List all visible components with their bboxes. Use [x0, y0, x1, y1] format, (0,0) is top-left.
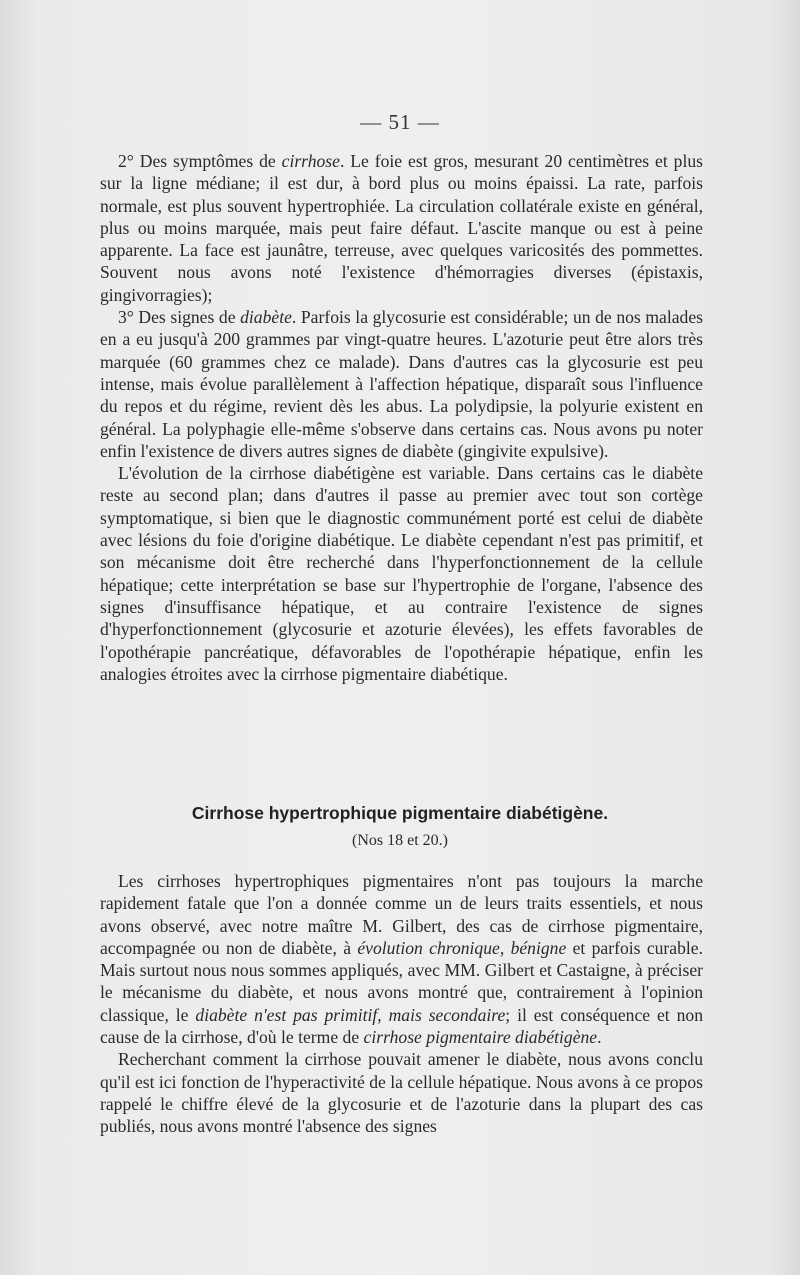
paragraph-pigmentary-cirrhosis: Les cirrhoses hypertrophiques pigmentaires n'ont pas toujours la marche rapidement fatale que l'on a donnée comme un de leurs traits essentiels, et nous avons observé, avec notre maître M. Gilbert, des cas de cirrhose pigmentaire, accompagnée ou non de diabète, à évolution chronique, bénigne et parfois curable. Mais surtout nous nous sommes appliqués, avec MM. Gilbert et Castaigne, à préciser le mécanisme du diabète, et nous avons montré que, contrairement à l'opinion classique, le diabète n'est pas primitif, mais secondaire; il est conséquence et non cause de la cirrhose, d'où le terme de cirrhose pigmentaire diabétigène.: [100, 871, 703, 1048]
paragraph-mechanism: Recherchant comment la cirrhose pouvait amener le diabète, nous avons conclu qu'il est ici fonction de l'hyperactivité de la cellule hépatique. Nous avons à ce propos rappelé le chiffre élevé de la glycosurie et de l'azoturie dans la plupart des cas publiés, nous avons montré l'absence des signes: [100, 1049, 703, 1137]
paragraph-evolution: L'évolution de la cirrhose diabétigène est variable. Dans certains cas le diabète reste au second plan; dans d'autres il passe au premier avec tout son cortège symptomatique, si bien que le diagnostic communément porté est celui de diabète avec lésions du foie d'origine diabétique. Le diabète cependant n'est pas primitif, et son mécanisme doit être recherché dans l'hyperfonctionnement de la cellule hépatique; cette interprétation se base sur l'hypertrophie de l'organe, l'absence des signes d'insuffisance hépatique, et au contraire l'existence de signes d'hyperfonctionnement (glycosurie et azoturie élevées), les effets favorables de l'opothérapie pancréatique, défavorables de l'opothérapie hépatique, enfin les analogies étroites avec la cirrhose pigmentaire diabétique.: [100, 463, 703, 684]
section-case-numbers: (Nos 18 et 20.): [352, 832, 448, 849]
section-heading: Cirrhose hypertrophique pigmentaire diabétigène.: [191, 803, 609, 823]
paragraph-cirrhosis-symptoms: 2° Des symptômes de cirrhose. Le foie est gros, mesurant 20 centimètres et plus sur la ligne médiane; il est dur, à bord plus ou moins épaissi. La rate, parfois normale, est plus souvent hypertrophiée. La circulation collatérale existe en général, plus ou moins marquée, mais peut faire défaut. L'ascite manque ou est à peine apparente. La face est jaunâtre, terreuse, avec quelques varicosités des pommettes. Souvent nous avons noté l'existence d'hémorragies diverses (épistaxis, gingivorragies);: [100, 151, 703, 305]
page-number: — 51 —: [360, 110, 440, 134]
text-block-symptoms: [100, 150, 703, 685]
text-block-pigmentary-cirrhosis: [100, 870, 703, 1138]
paragraph-diabetes-signs: 3° Des signes de diabète. Parfois la glycosurie est considérable; un de nos malades en a eu jusqu'à 200 grammes par vingt-quatre heures. L'azoturie peut être alors très marquée (60 grammes chez ce malade). Dans d'autres cas la glycosurie est peu intense, mais évolue parallèlement à l'affection hépatique, disparaît sous l'influence du repos et du régime, revient dès les abus. La polydipsie, la polyurie existent en général. La polyphagie elle-même s'observe dans certains cas. Nous avons pu noter enfin l'existence de divers autres signes de diabète (gingivite expulsive).: [100, 307, 703, 461]
